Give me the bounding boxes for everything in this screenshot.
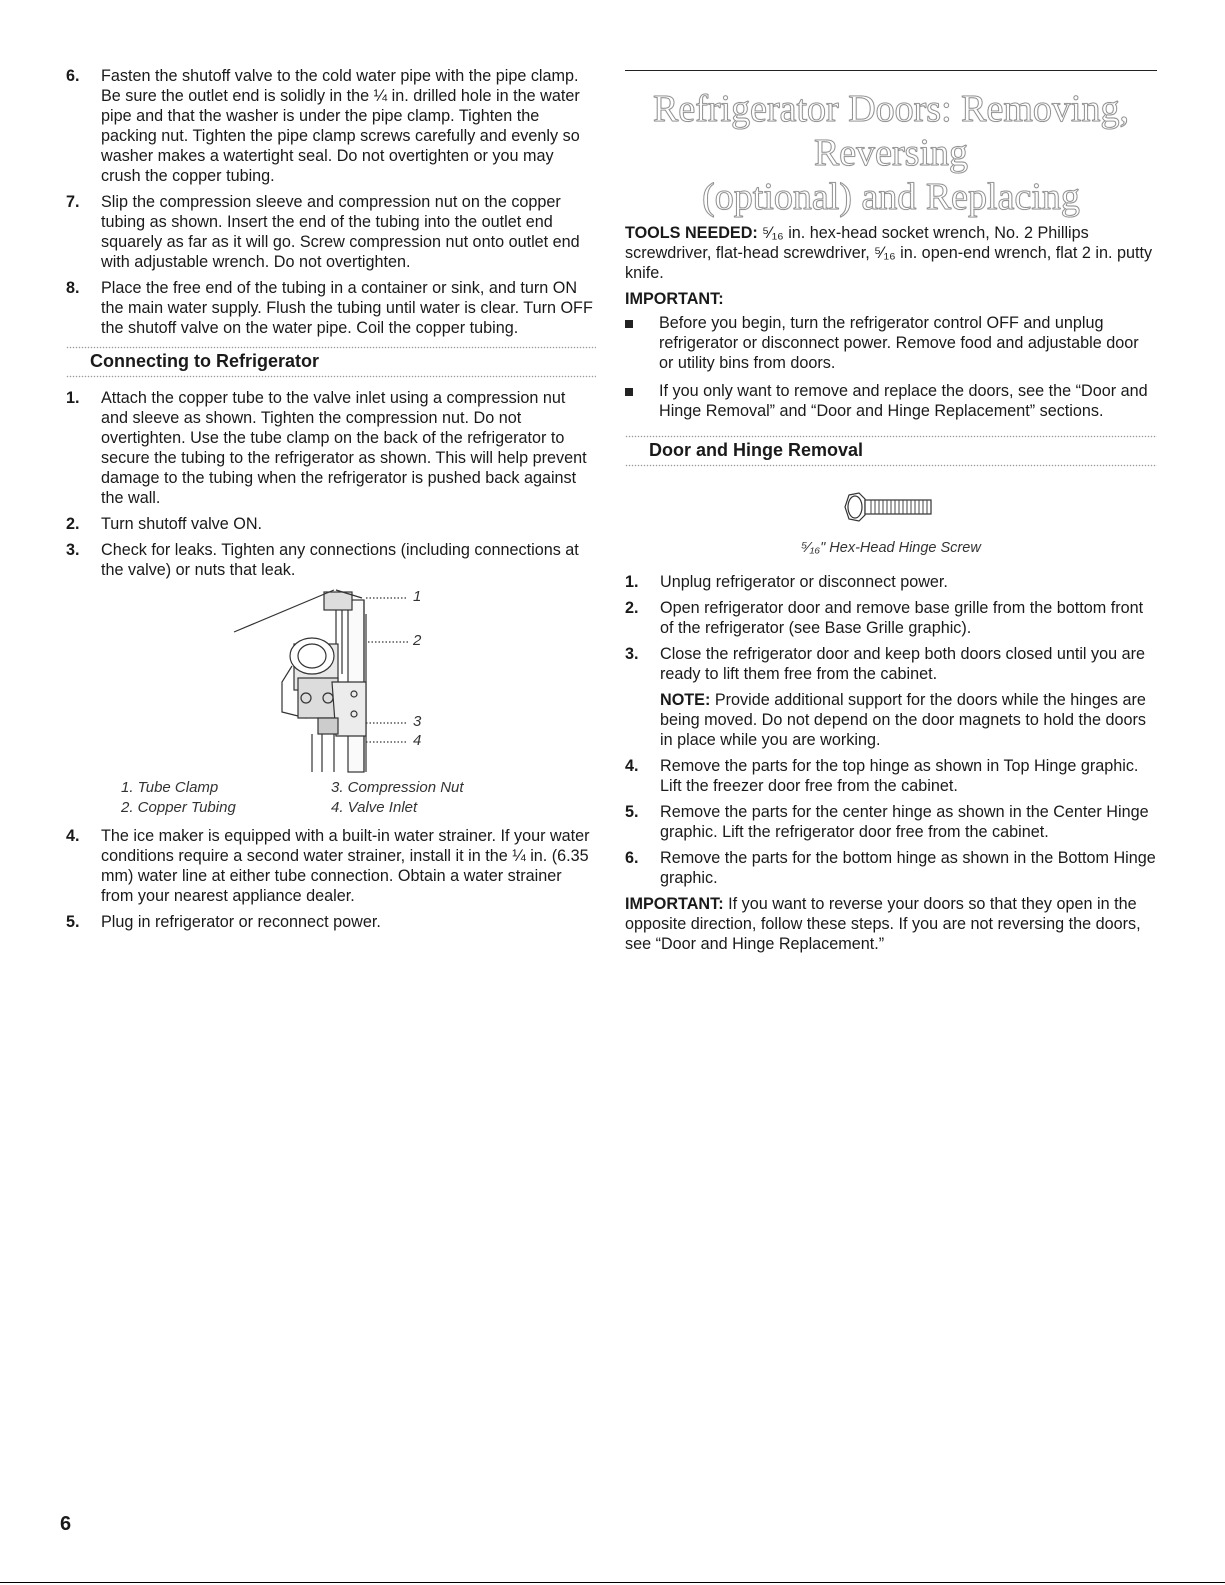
- step-text: Turn shutoff valve ON.: [101, 515, 263, 533]
- note-label: NOTE:: [660, 691, 711, 709]
- connect-step-3: [66, 540, 596, 580]
- page-number: 6: [60, 1513, 72, 1535]
- removal-step-6: [625, 848, 1157, 888]
- page-title: [625, 87, 1157, 219]
- tools-text: ⁵⁄₁₆ in. hex-head socket wrench, No. 2 Phillips screwdriver, flat-head screwdriver, ⁵⁄₁₆ in. open-end wrench, flat 2 in. putty knife.: [625, 224, 1153, 282]
- note-text: Provide additional support for the doors while the hinges are being moved. Do not depend on the door magnets to hold the doors in place while you are working.: [660, 691, 1146, 749]
- step-text: Plug in refrigerator or reconnect power.: [101, 913, 381, 931]
- tools-label: TOOLS NEEDED:: [625, 224, 758, 242]
- section-title-door-hinge-removal: Door and Hinge Removal: [649, 440, 864, 460]
- title-line-1: Refrigerator Doors: Removing, Reversing: [653, 88, 1129, 174]
- bottom-rule: [0, 1582, 1225, 1583]
- removal-step-3: [625, 644, 1157, 684]
- bullet-icon: [625, 381, 659, 421]
- legend-item: 2. Copper Tubing: [121, 799, 236, 816]
- step-number: 4.: [66, 827, 80, 845]
- bullet-text: Before you begin, turn the refrigerator control OFF and unplug refrigerator or disconnect power. Remove food and adjustable door or utility bins from doors.: [659, 314, 1139, 372]
- step-8: [66, 278, 596, 338]
- title-rule: [625, 70, 1157, 71]
- step-text: Place the free end of the tubing in a container or sink, and turn ON the main water supply. Flush the tubing until water is clear. Turn OFF the shutoff valve on the water pipe. Coil the copper tubing.: [101, 279, 593, 337]
- step-number: 2.: [66, 515, 80, 533]
- important2-label: IMPORTANT:: [625, 895, 724, 913]
- legend-item: 1. Tube Clamp: [121, 779, 219, 796]
- screw-caption: ⁵⁄₁₆" Hex-Head Hinge Screw: [801, 540, 981, 556]
- bullet-item: [625, 313, 1157, 373]
- hex-screw-icon: [841, 489, 941, 525]
- step-text: Slip the compression sleeve and compression nut on the copper tubing as shown. Insert the end of the tubing into the outlet end squarely as far as it will go. Screw compression nut onto outlet end with adjustable wrench. Do not overtighten.: [101, 193, 580, 271]
- connect-step-5: [66, 912, 596, 932]
- step-number: 5.: [66, 913, 80, 931]
- tools-needed: [625, 223, 1157, 283]
- important2-text: If you want to reverse your doors so that they open in the opposite direction, follow these steps. If you are not reversing the doors, see “Door and Hinge Replacement.”: [625, 895, 1141, 953]
- step-text: Unplug refrigerator or disconnect power.: [660, 573, 948, 591]
- step-text: The ice maker is equipped with a built-in water strainer. If your water conditions require a second water strainer, install it in the ¼ in. (6.35 mm) water line at either tube connection. Obtain a water strainer from your nearest appliance dealer.: [101, 827, 590, 905]
- removal-step-4: [625, 756, 1157, 796]
- figure-legend: [66, 778, 596, 818]
- bullet-text: If you only want to remove and replace the doors, see the “Door and Hinge Removal” and “Door and Hinge Replacement” sections.: [659, 382, 1148, 420]
- callout-1: 1: [413, 588, 422, 605]
- callout-3: 3: [413, 713, 422, 730]
- bullet-item: [625, 381, 1157, 421]
- hinge-screw-figure: [625, 489, 1157, 530]
- step-number: 5.: [625, 803, 639, 821]
- callout-2: 2: [413, 632, 422, 649]
- step-text: Attach the copper tube to the valve inlet using a compression nut and sleeve as shown. Tighten the compression nut. Do not overtighten. Use the tube clamp on the back of the refrigerator to secure the tubing to the refrigerator as shown. This will help prevent damage to the tubing when the refrigerator is pushed back against the wall.: [101, 389, 587, 507]
- right-column: [625, 0, 1157, 954]
- legend-item: 4. Valve Inlet: [331, 799, 418, 816]
- valve-illustration: [66, 586, 596, 774]
- step-number: 3.: [625, 645, 639, 663]
- important-label: IMPORTANT:: [625, 290, 724, 308]
- step-number: 1.: [625, 573, 639, 591]
- step-text: Close the refrigerator door and keep both doors closed until you are ready to lift them free from the cabinet.: [660, 645, 1146, 683]
- step-text: Remove the parts for the center hinge as shown in the Center Hinge graphic. Lift the refrigerator door free from the cabinet.: [660, 803, 1149, 841]
- step-number: 6.: [66, 67, 80, 85]
- step-7: [66, 192, 596, 272]
- step-text: Fasten the shutoff valve to the cold water pipe with the pipe clamp. Be sure the outlet end is solidly in the ¼ in. drilled hole in the water pipe and that the washer is under the pipe clamp. Tighten the packing nut. Tighten the pipe clamp screws carefully and evenly so washer makes a watertight seal. Do not overtighten or you may crush the copper tubing.: [101, 67, 580, 185]
- removal-step-5: [625, 802, 1157, 842]
- legend-item: 3. Compression Nut: [331, 779, 464, 796]
- step-text: Remove the parts for the bottom hinge as shown in the Bottom Hinge graphic.: [660, 849, 1156, 887]
- step-text: Open refrigerator door and remove base grille from the bottom front of the refrigerator (see Base Grille graphic).: [660, 599, 1144, 637]
- important-reverse: [625, 894, 1157, 954]
- section-title-connecting: Connecting to Refrigerator: [90, 351, 320, 371]
- title-line-2: (optional) and Replacing: [702, 176, 1080, 218]
- step-number: 6.: [625, 849, 639, 867]
- step-number: 8.: [66, 279, 80, 297]
- step-number: 1.: [66, 389, 80, 407]
- divider: [66, 375, 596, 378]
- step-number: 3.: [66, 541, 80, 559]
- valve-figure: [66, 586, 596, 774]
- step-text: Check for leaks. Tighten any connections (including connections at the valve) or nuts that leak.: [101, 541, 579, 579]
- step-6: [66, 66, 596, 186]
- note: [660, 690, 1157, 750]
- connect-step-2: [66, 514, 596, 534]
- connect-step-4: [66, 826, 596, 906]
- step-number: 2.: [625, 599, 639, 617]
- removal-step-1: [625, 572, 1157, 592]
- connect-step-1: [66, 388, 596, 508]
- step-number: 7.: [66, 193, 80, 211]
- left-column: [66, 0, 596, 938]
- callout-4: 4: [413, 732, 422, 749]
- step-number: 4.: [625, 757, 639, 775]
- removal-step-2: [625, 598, 1157, 638]
- bullet-icon: [625, 313, 659, 373]
- divider: [625, 464, 1157, 467]
- step-text: Remove the parts for the top hinge as shown in Top Hinge graphic. Lift the freezer door free from the cabinet.: [660, 757, 1139, 795]
